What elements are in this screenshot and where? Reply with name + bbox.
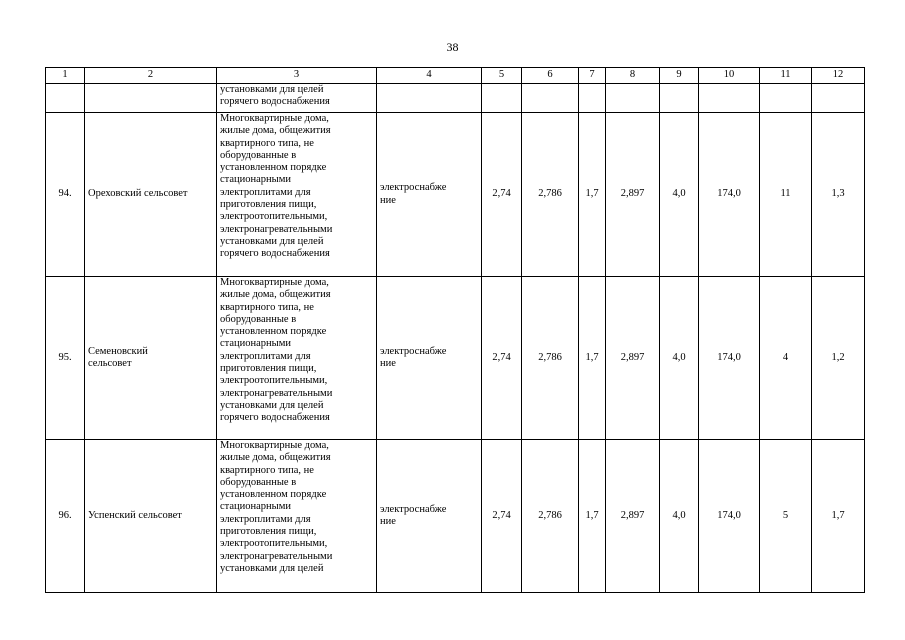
value-col12: 1,2: [812, 277, 865, 440]
empty-cell: [522, 84, 579, 113]
column-number: 8: [606, 68, 660, 84]
value-col6: 2,786: [522, 277, 579, 440]
empty-cell: [482, 84, 522, 113]
value-col7: 1,7: [579, 277, 606, 440]
category-cell: Многоквартирные дома, жилые дома, общежития квартирного типа, не оборудованные в установленном порядке стационарными электроплитами для приготовления пищи, электроотопительными, электронагревательными установками для целей: [217, 440, 377, 593]
value-col10: 174,0: [699, 440, 760, 593]
municipality-name: Успенский сельсовет: [85, 440, 217, 593]
empty-cell: [606, 84, 660, 113]
column-number: 11: [760, 68, 812, 84]
value-col9: 4,0: [660, 113, 699, 277]
value-col10: 174,0: [699, 113, 760, 277]
value-col7: 1,7: [579, 113, 606, 277]
value-col8: 2,897: [606, 113, 660, 277]
page-number: 38: [446, 40, 459, 54]
value-col11: 11: [760, 113, 812, 277]
table-row: [46, 277, 865, 440]
column-number: 10: [699, 68, 760, 84]
category-cell: Многоквартирные дома, жилые дома, общежития квартирного типа, не оборудованные в установленном порядке стационарными электроплитами для приготовления пищи, электроотопительными, электронагревательными установками для целей горячего водоснабжения: [217, 277, 377, 440]
value-col5: 2,74: [482, 440, 522, 593]
continuation-row: [46, 84, 865, 113]
value-col11: 4: [760, 277, 812, 440]
category-cell: установками для целей горячего водоснабжения: [217, 84, 377, 113]
empty-cell: [699, 84, 760, 113]
table-row: [46, 113, 865, 277]
value-col6: 2,786: [522, 440, 579, 593]
column-number: 4: [377, 68, 482, 84]
column-number: 6: [522, 68, 579, 84]
column-number: 3: [217, 68, 377, 84]
value-col5: 2,74: [482, 277, 522, 440]
value-col9: 4,0: [660, 440, 699, 593]
municipality-name: Ореховский сельсовет: [85, 113, 217, 277]
service-cell: электроснабже ние: [377, 440, 482, 593]
empty-cell: [579, 84, 606, 113]
empty-cell: [377, 84, 482, 113]
value-col6: 2,786: [522, 113, 579, 277]
value-col8: 2,897: [606, 440, 660, 593]
value-col7: 1,7: [579, 440, 606, 593]
column-number-row: [46, 68, 865, 84]
empty-cell: [812, 84, 865, 113]
value-col9: 4,0: [660, 277, 699, 440]
value-col12: 1,3: [812, 113, 865, 277]
row-number: 96.: [46, 440, 85, 593]
service-cell: электроснабже ние: [377, 113, 482, 277]
value-col10: 174,0: [699, 277, 760, 440]
empty-cell: [660, 84, 699, 113]
municipality-name: Семеновский сельсовет: [85, 277, 217, 440]
row-number: 95.: [46, 277, 85, 440]
table-row: [46, 440, 865, 593]
tariff-table: [45, 67, 865, 593]
value-col5: 2,74: [482, 113, 522, 277]
column-number: 12: [812, 68, 865, 84]
row-number: 94.: [46, 113, 85, 277]
column-number: 7: [579, 68, 606, 84]
value-col8: 2,897: [606, 277, 660, 440]
service-cell: электроснабже ние: [377, 277, 482, 440]
value-col11: 5: [760, 440, 812, 593]
column-number: 2: [85, 68, 217, 84]
empty-cell: [85, 84, 217, 113]
column-number: 1: [46, 68, 85, 84]
column-number: 5: [482, 68, 522, 84]
empty-cell: [46, 84, 85, 113]
column-number: 9: [660, 68, 699, 84]
category-cell: Многоквартирные дома, жилые дома, общежития квартирного типа, не оборудованные в установленном порядке стационарными электроплитами для приготовления пищи, электроотопительными, электронагревательными установками для целей горячего водоснабжения: [217, 113, 377, 277]
value-col12: 1,7: [812, 440, 865, 593]
empty-cell: [760, 84, 812, 113]
